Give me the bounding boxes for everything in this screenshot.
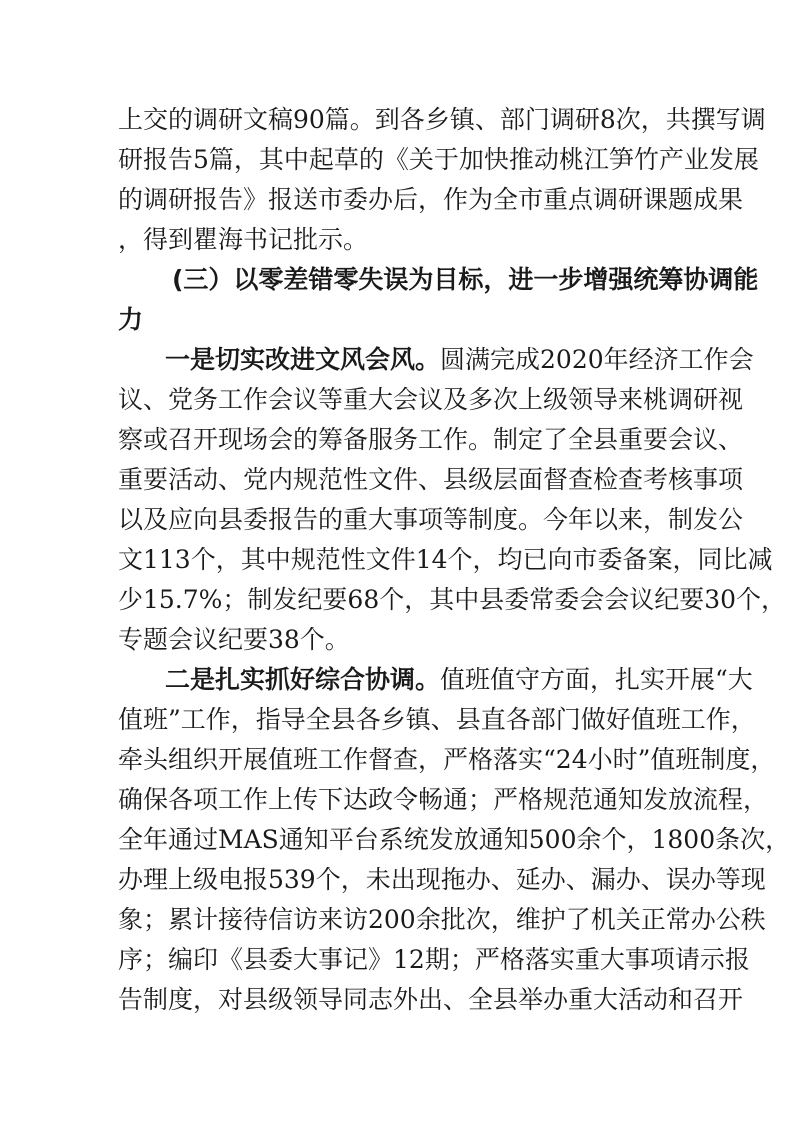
- paragraph-line: ，得到瞿海书记批示。: [118, 225, 369, 254]
- paragraph-line: 确保各项工作上传下达政令畅通；严格规范通知发放流程，: [118, 785, 769, 814]
- paragraph-line: 值班”工作，指导全县各乡镇、县直各部门做好值班工作，: [118, 705, 756, 734]
- paragraph-line: 全年通过MAS通知平台系统发放通知500余个，1800条次，: [118, 825, 791, 854]
- paragraph-line: 文113个，其中规范性文件14个，均已向市委备案，同比减: [118, 545, 773, 574]
- paragraph-text: 值班值守方面，扎实开展“大: [440, 665, 753, 694]
- paragraph-first-line: [118, 340, 754, 380]
- document-page: [118, 100, 791, 1020]
- paragraph-line: 办理上级电报539个，未出现拖办、延办、漏办、误办等现: [118, 865, 766, 894]
- paragraph-line: 序；编印《县委大事记》12期；严格落实重大事项请示报: [118, 945, 750, 974]
- paragraph-line: 议、党务工作会议等重大会议及多次上级领导来桃调研视: [118, 385, 744, 414]
- section-heading: (三）以零差错零失误为目标，进一步增强统筹协调能: [172, 265, 759, 294]
- paragraph-line: 重要活动、党内规范性文件、县级层面督查检查考核事项: [118, 465, 744, 494]
- paragraph-lead: 二是扎实抓好综合协调。: [165, 665, 441, 694]
- paragraph-lead: 一是切实改进文风会风。: [165, 345, 441, 374]
- paragraph-line: 研报告5篇，其中起草的《关于加快推动桃江笋竹产业发展: [118, 145, 759, 174]
- paragraph-line: 专题会议纪要38个。: [118, 625, 350, 654]
- paragraph-text: 圆满完成2020年经济工作会: [440, 345, 754, 374]
- paragraph-line: 告制度，对县级领导同志外出、全县举办重大活动和召开: [118, 985, 744, 1014]
- paragraph-line: 以及应向县委报告的重大事项等制度。今年以来，制发公: [118, 505, 744, 534]
- paragraph-line: 的调研报告》报送市委办后，作为全市重点调研课题成果: [118, 185, 744, 214]
- section-heading-cont: 力: [118, 305, 144, 334]
- paragraph-line: 察或召开现场会的筹备服务工作。制定了全县重要会议、: [118, 425, 744, 454]
- paragraph-line: 上交的调研文稿90篇。到各乡镇、部门调研8次，共撰写调: [118, 105, 766, 134]
- paragraph-line: 少15.7%；制发纪要68个，其中县委常委会会议纪要30个，: [118, 585, 787, 614]
- paragraph-line: 牵头组织开展值班工作督查，严格落实“24小时”值班制度，: [118, 745, 776, 774]
- paragraph-first-line: [118, 660, 753, 700]
- paragraph-line: 象；累计接待信访来访200余批次，维护了机关正常办公秩: [118, 905, 766, 934]
